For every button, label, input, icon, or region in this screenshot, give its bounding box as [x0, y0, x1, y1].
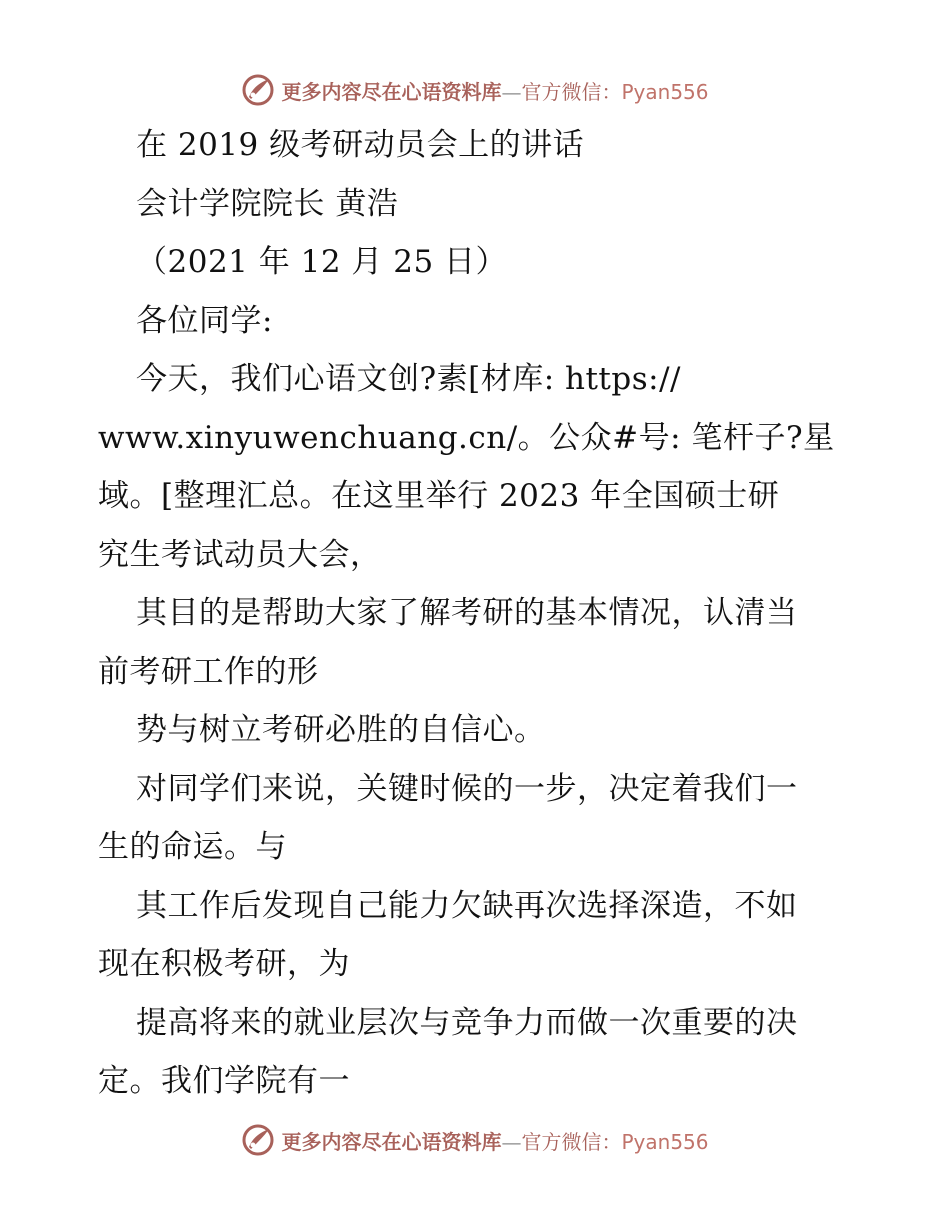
paragraph-line: 究生考试动员大会， — [98, 536, 382, 573]
header-watermark-banner — [0, 70, 950, 110]
paragraph-line: 生的命运。与 — [98, 829, 287, 865]
document-date: （2021 年 12 月 25 日） — [136, 244, 508, 280]
paragraph-line: 势与树立考研必胜的自信心。 — [136, 712, 546, 748]
paragraph-line: www.xinyuwenchuang.cn/。公众#号: 笔杆子?星 — [98, 419, 835, 456]
banner-right-text: 官方微信： — [521, 1129, 622, 1154]
brush-pen-logo-icon — [241, 1123, 275, 1157]
footer-watermark-banner — [0, 1120, 950, 1160]
paragraph-line: 其目的是帮助大家了解考研的基本情况，认清当 — [136, 595, 798, 631]
paragraph-line: 今天，我们心语文创?素[材库: https:// — [136, 361, 681, 397]
paragraph-line: 现在积极考研，为 — [98, 946, 350, 982]
document-author: 会计学院院长 黄浩 — [136, 185, 399, 222]
banner-text — [281, 76, 708, 105]
paragraph-line: 其工作后发现自己能力欠缺再次选择深造，不如 — [136, 887, 798, 924]
banner-left-text: 更多内容尽在心语资料库 — [281, 79, 502, 104]
paragraph-line: 对同学们来说，关键时候的一步，决定着我们一 — [136, 770, 798, 807]
paragraph-line: 提高将来的就业层次与竞争力而做一次重要的决 — [136, 1004, 798, 1041]
banner-dash: — — [501, 1129, 522, 1154]
banner-left-text: 更多内容尽在心语资料库 — [281, 1129, 502, 1154]
document-body — [98, 116, 858, 1111]
banner-text — [281, 1126, 708, 1155]
paragraph-line: 前考研工作的形 — [98, 653, 319, 690]
document-salutation: 各位同学: — [136, 302, 273, 339]
paragraph-line: 域。[整理汇总。在这里举行 2023 年全国硕士研 — [98, 478, 780, 514]
banner-dash: — — [501, 79, 522, 104]
paragraph-line: 定。我们学院有一 — [98, 1063, 350, 1099]
brush-pen-logo-icon — [241, 73, 275, 107]
banner-wechat-id: Pyan556 — [621, 79, 709, 104]
banner-right-text: 官方微信： — [521, 79, 622, 104]
banner-wechat-id: Pyan556 — [621, 1129, 709, 1154]
document-title: 在 2019 级考研动员会上的讲话 — [136, 127, 585, 163]
